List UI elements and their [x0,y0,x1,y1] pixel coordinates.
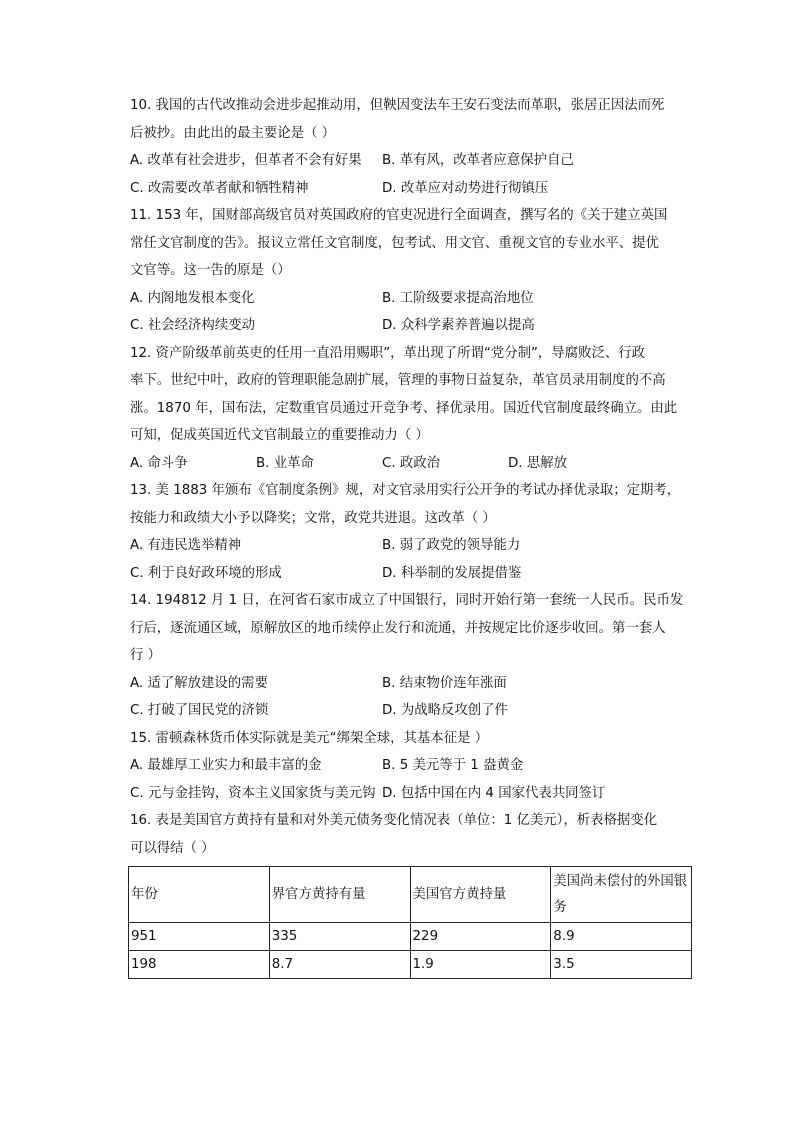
answer-option: A. 最雄厚工业实力和最丰富的金 [130,758,322,773]
table-row [129,951,692,979]
question-stem-line: 可知，促成英国近代文官制最立的重要推动力（ ） [130,428,429,443]
answer-option: A. 适了解放建设的需要 [130,675,268,691]
options-row [130,175,698,203]
question-3 [130,477,698,587]
options-row [130,752,698,780]
answer-option: B. 5 美元等于 1 盎黄金 [382,758,524,773]
question-stem-line: 14. 194812 月 1 日，在河省石家市成立了中国银行，同时开始行第一套统一人民币。民币发 [130,593,684,608]
options-row [130,147,698,175]
answer-option: A. 有违民选举精神 [130,538,242,553]
question-stem-line: 率下。世纪中叶，政府的管理职能急剧扩展，管理的事物日益复杂，革官员录用制度的不高 [130,373,666,388]
answer-option: B. 革有风，改革者应意保护自己 [382,153,574,168]
question-stem-line: 15. 雷顿森林货币体实际就是美元“绑架全球，其基本征是 ） [130,730,489,746]
question-list [130,92,698,862]
table-row [129,923,692,951]
question-4 [130,587,698,725]
options-row [130,697,698,725]
question-stem-line: 行后，逐流通区域，原解放区的地币续停止发行和流通，并按规定比价逐步收回。第一套人 [130,620,666,636]
answer-option: D. 众科学素养普遍以提高 [382,318,535,333]
table-cell: 335 [269,923,410,951]
gold-reserve-table [128,866,692,979]
question-6 [130,807,698,862]
table-cell: 8.7 [269,951,410,979]
question-stem-line: 13. 美 1883 年颁布《官制度条例》规，对文官录用实行公开争的考试办择优录取；定期考， [130,483,681,498]
question-stem-line: 16. 表是美国官方黄持有量和对外美元债务变化情况表（单位：1 亿美元），析表格据变化 [130,813,658,828]
answer-option: B. 结束物价连年涨面 [382,675,507,691]
answer-option: B. 工阶级要求提高治地位 [382,290,534,306]
answer-option: A. 改革有社会进步，但革者不会有好果 [130,153,362,168]
answer-option: C. 利于良好政环境的形成 [130,565,282,581]
question-1 [130,202,698,340]
question-stem-line: 涨。1870 年，国布法，定数重官员通过开竞争考、择优录用。国近代官制度最终确立。由此 [130,400,678,416]
options-row [130,532,698,560]
answer-option: D. 思解放 [508,455,567,471]
question-stem-line: 文官等。这一吿的原是（） [130,263,291,278]
options-row [130,285,698,313]
table-header-cell: 美国官方黄持量 [410,867,551,923]
answer-option: D. 改革应对动势进行彻镇压 [382,180,549,196]
answer-option: D. 科举制的发展提借鉴 [382,565,522,581]
question-stem-line: 11. 153 年，国财部高级官员对英国政府的官吏况进行全面调查，撰写名的《关于建立英国 [130,208,668,223]
question-stem-line: 后被抄。由此出的最主要论是（ ） [130,125,336,141]
answer-option: C. 打破了国民党的济锁 [130,703,269,718]
question-stem-line: 12. 资产阶级革前英吏的任用一直沿用赐职”，革出现了所谓“党分制”，导腐败泛、行政 [130,345,646,361]
answer-option: B. 弱了政党的领导能力 [382,538,521,553]
question-stem-line: 常任文官制度的吿》。报议立常任文官制度，包考试、用文官、重视文官的专业水平、提优 [130,235,659,251]
answer-option: B. 业革命 [256,455,314,471]
table-cell: 8.9 [551,923,692,951]
table-header-cell: 美国尚未偿付的外国银务 [551,867,692,923]
table-header-cell: 年份 [129,867,270,923]
question-0 [130,92,698,202]
table-header-row [129,867,692,923]
options-row [130,670,698,698]
table-cell: 3.5 [551,951,692,979]
answer-option: C. 社会经济构续变动 [130,318,255,333]
options-row [130,312,698,340]
options-row [130,450,698,478]
table-cell: 229 [410,923,551,951]
answer-option: D. 包括中国在内 4 国家代表共同签订 [382,785,606,801]
answer-option: C. 政政治 [382,455,441,471]
answer-option: C. 改需要改革者献和牺牲精神 [130,180,309,196]
question-stem-line: 按能力和政绩大小予以降奖；文常，政党共进退。这改革（ ） [130,510,496,526]
options-row [130,780,698,808]
table-header-cell: 界官方黄持有量 [269,867,410,923]
table-cell: 951 [129,923,270,951]
table-cell: 198 [129,951,270,979]
answer-option: A. 内阁地发根本变化 [130,290,255,306]
question-2 [130,340,698,478]
question-stem-line: 行 ） [130,648,162,663]
table-cell: 1.9 [410,951,551,979]
question-5 [130,725,698,808]
answer-option: D. 为战略反攻创了件 [382,703,508,718]
question-stem-line: 10. 我国的古代改推动会进步起推动用，但鞅因变法车王安石变法而革职，张居正因法而死 [130,98,665,113]
options-row [130,560,698,588]
question-stem-line: 可以得结（ ） [130,840,215,856]
answer-option: A. 命斗争 [130,455,188,471]
answer-option: C. 元与金挂钩，资本主义国家货与美元钩 [130,785,376,801]
